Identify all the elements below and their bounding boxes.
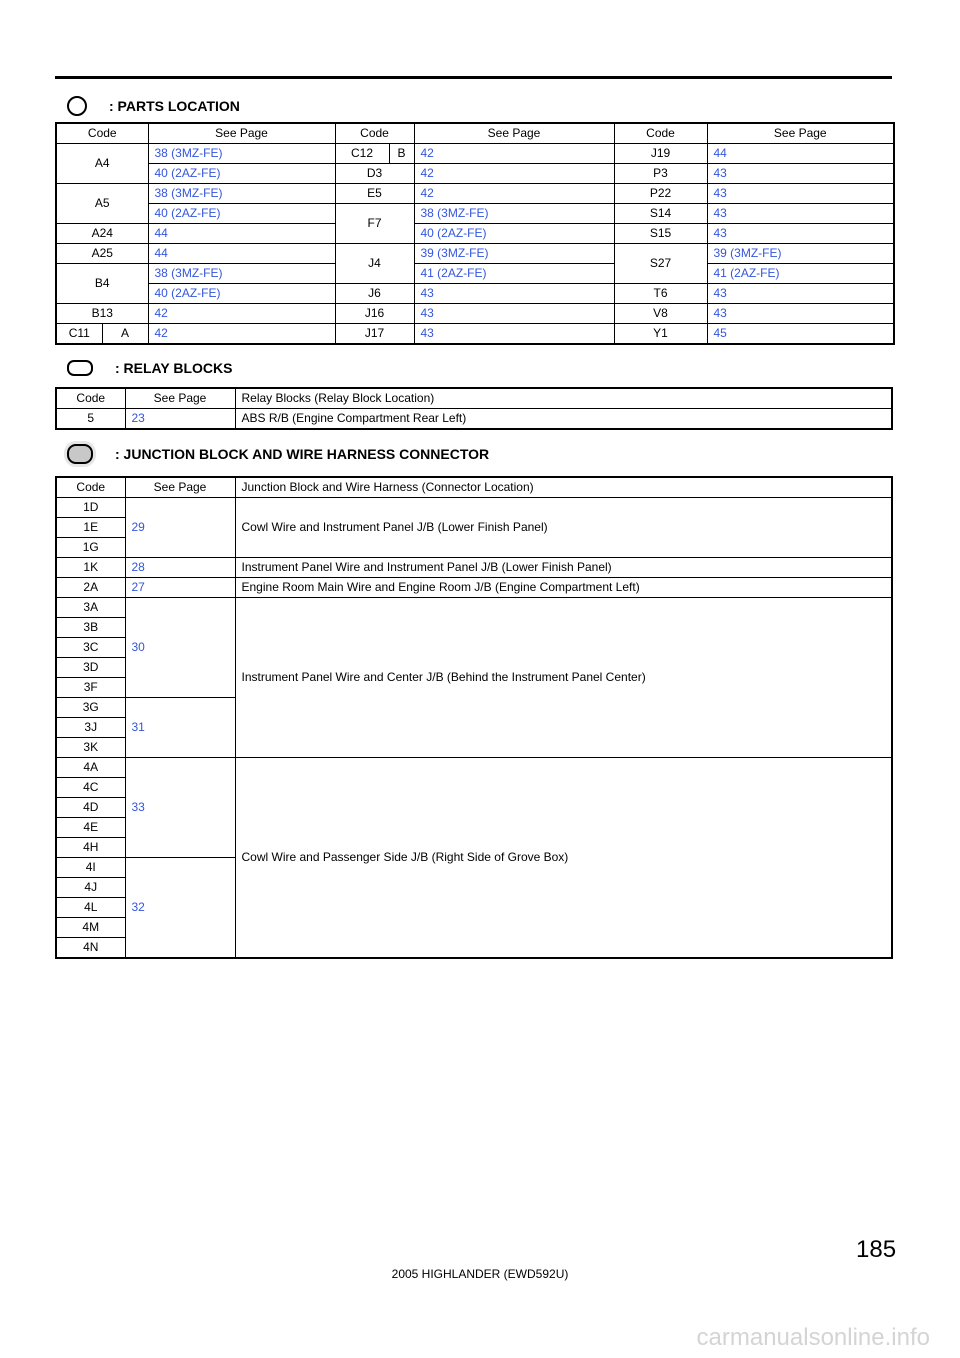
- page-link[interactable]: 29: [125, 498, 235, 558]
- header-see-page-2: See Page: [414, 123, 614, 144]
- page-link[interactable]: 43: [414, 284, 614, 304]
- page-link[interactable]: 33: [125, 758, 235, 858]
- code-cell: 3G: [56, 698, 125, 718]
- code-cell: E5: [335, 184, 414, 204]
- page-link[interactable]: 43: [707, 304, 894, 324]
- code-cell: A25: [56, 244, 148, 264]
- page-link[interactable]: 42: [414, 144, 614, 164]
- page-link[interactable]: 40 (2AZ-FE): [148, 284, 335, 304]
- page-link[interactable]: 42: [414, 164, 614, 184]
- page-link[interactable]: 42: [148, 304, 335, 324]
- header-see-page: See Page: [125, 388, 235, 409]
- page-link[interactable]: 32: [125, 858, 235, 959]
- page-link[interactable]: 40 (2AZ-FE): [148, 204, 335, 224]
- junction-block-heading: [67, 444, 489, 464]
- code-cell: C11: [56, 324, 102, 345]
- page-link[interactable]: 43: [414, 304, 614, 324]
- code-cell: J16: [335, 304, 414, 324]
- code-cell: 4J: [56, 878, 125, 898]
- code-cell: J19: [614, 144, 707, 164]
- header-location: Junction Block and Wire Harness (Connector Location): [235, 477, 892, 498]
- page-link[interactable]: 40 (2AZ-FE): [414, 224, 614, 244]
- code-cell: A4: [56, 144, 148, 184]
- relay-blocks-table: [55, 387, 893, 430]
- page-link[interactable]: 44: [148, 244, 335, 264]
- junction-block-icon: [67, 444, 93, 464]
- page-link[interactable]: 43: [707, 284, 894, 304]
- code-cell: 4N: [56, 938, 125, 959]
- code-cell: J4: [335, 244, 414, 284]
- code-cell: 4L: [56, 898, 125, 918]
- page-link[interactable]: 38 (3MZ-FE): [414, 204, 614, 224]
- page-link[interactable]: 31: [125, 698, 235, 758]
- code-cell: 1K: [56, 558, 125, 578]
- page-link[interactable]: 43: [707, 164, 894, 184]
- code-cell: Y1: [614, 324, 707, 345]
- page-link[interactable]: 39 (3MZ-FE): [414, 244, 614, 264]
- code-cell: 4C: [56, 778, 125, 798]
- page-link[interactable]: 30: [125, 598, 235, 698]
- code-cell: 1G: [56, 538, 125, 558]
- code-cell: B4: [56, 264, 148, 304]
- location-cell: Cowl Wire and Passenger Side J/B (Right Side of Grove Box): [235, 758, 892, 959]
- page-link[interactable]: 42: [414, 184, 614, 204]
- code-cell: 4E: [56, 818, 125, 838]
- code-cell: 3K: [56, 738, 125, 758]
- page-link[interactable]: 28: [125, 558, 235, 578]
- code-cell: 3J: [56, 718, 125, 738]
- header-location: Relay Blocks (Relay Block Location): [235, 388, 892, 409]
- code-cell: 4A: [56, 758, 125, 778]
- location-cell: Instrument Panel Wire and Instrument Panel J/B (Lower Finish Panel): [235, 558, 892, 578]
- code-cell: C12: [335, 144, 389, 164]
- code-cell: 4I: [56, 858, 125, 878]
- header-code: Code: [56, 388, 125, 409]
- page-link[interactable]: 41 (2AZ-FE): [707, 264, 894, 284]
- code-cell: F7: [335, 204, 414, 244]
- page-link[interactable]: 41 (2AZ-FE): [414, 264, 614, 284]
- code-cell: A24: [56, 224, 148, 244]
- code-cell: 5: [56, 409, 125, 430]
- page-link[interactable]: 44: [707, 144, 894, 164]
- code-cell: S14: [614, 204, 707, 224]
- location-cell: ABS R/B (Engine Compartment Rear Left): [235, 409, 892, 430]
- code-cell: 3C: [56, 638, 125, 658]
- code-cell: 4M: [56, 918, 125, 938]
- parts-location-table: [55, 122, 895, 345]
- header-code-2: Code: [335, 123, 414, 144]
- page-link[interactable]: 39 (3MZ-FE): [707, 244, 894, 264]
- code-cell: P22: [614, 184, 707, 204]
- page-link[interactable]: 38 (3MZ-FE): [148, 184, 335, 204]
- code-cell: 2A: [56, 578, 125, 598]
- parts-circle-icon: [67, 96, 87, 116]
- code-cell: 3A: [56, 598, 125, 618]
- page-link[interactable]: 42: [148, 324, 335, 345]
- code-cell: D3: [335, 164, 414, 184]
- page-link[interactable]: 45: [707, 324, 894, 345]
- parts-location-heading: [67, 96, 240, 116]
- page-link[interactable]: 38 (3MZ-FE): [148, 144, 335, 164]
- location-cell: Instrument Panel Wire and Center J/B (Behind the Instrument Panel Center): [235, 598, 892, 758]
- footer-text: 2005 HIGHLANDER (EWD592U): [391, 1267, 569, 1281]
- code-cell: 3B: [56, 618, 125, 638]
- code-cell: A5: [56, 184, 148, 224]
- location-cell: Cowl Wire and Instrument Panel J/B (Lower Finish Panel): [235, 498, 892, 558]
- relay-block-icon: [67, 360, 93, 376]
- code-cell: S15: [614, 224, 707, 244]
- header-code-1: Code: [56, 123, 148, 144]
- page-number: 185: [856, 1236, 897, 1263]
- code-cell: 3D: [56, 658, 125, 678]
- code-sub-cell: B: [389, 144, 414, 164]
- watermark: carmanualsonline.info: [696, 1324, 930, 1351]
- header-see-page-3: See Page: [707, 123, 894, 144]
- page-link[interactable]: 43: [707, 204, 894, 224]
- page-link[interactable]: 40 (2AZ-FE): [148, 164, 335, 184]
- junction-block-table: [55, 476, 893, 959]
- code-cell: 1E: [56, 518, 125, 538]
- code-sub-cell: A: [102, 324, 148, 345]
- parts-location-title: : PARTS LOCATION: [109, 98, 240, 114]
- page-link[interactable]: 27: [125, 578, 235, 598]
- page-link[interactable]: 44: [148, 224, 335, 244]
- header-see-page: See Page: [125, 477, 235, 498]
- header-code-3: Code: [614, 123, 707, 144]
- code-cell: J17: [335, 324, 414, 345]
- code-cell: V8: [614, 304, 707, 324]
- page-link[interactable]: 43: [707, 224, 894, 244]
- code-cell: P3: [614, 164, 707, 184]
- page-link[interactable]: 23: [125, 409, 235, 430]
- code-cell: 4D: [56, 798, 125, 818]
- code-cell: T6: [614, 284, 707, 304]
- code-cell: B13: [56, 304, 148, 324]
- code-cell: S27: [614, 244, 707, 284]
- top-rule: [55, 76, 892, 79]
- relay-blocks-title: : RELAY BLOCKS: [115, 360, 233, 376]
- code-cell: J6: [335, 284, 414, 304]
- relay-blocks-heading: [67, 360, 232, 376]
- page-link[interactable]: 38 (3MZ-FE): [148, 264, 335, 284]
- junction-block-title: : JUNCTION BLOCK AND WIRE HARNESS CONNECTOR: [115, 446, 490, 462]
- code-cell: 4H: [56, 838, 125, 858]
- page-link[interactable]: 43: [707, 184, 894, 204]
- location-cell: Engine Room Main Wire and Engine Room J/B (Engine Compartment Left): [235, 578, 892, 598]
- page-link[interactable]: 43: [414, 324, 614, 345]
- code-cell: 1D: [56, 498, 125, 518]
- code-cell: 3F: [56, 678, 125, 698]
- header-see-page-1: See Page: [148, 123, 335, 144]
- header-code: Code: [56, 477, 125, 498]
